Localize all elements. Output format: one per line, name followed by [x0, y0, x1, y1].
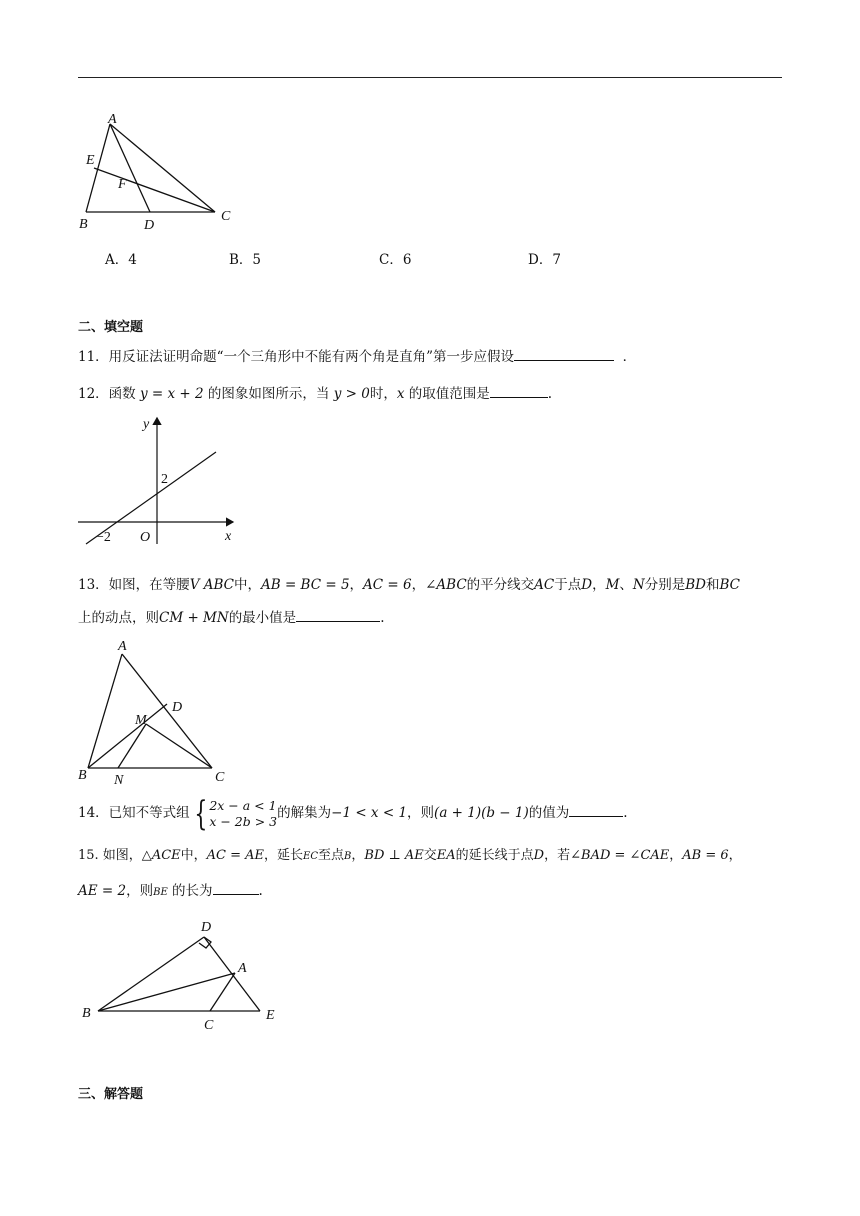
label-y: y: [143, 417, 150, 432]
q15-t23: ，则: [126, 883, 154, 899]
q14-ineq2: x − 2b > 3: [209, 813, 278, 829]
q15-t24: BE: [153, 887, 168, 898]
question-14: [78, 793, 628, 834]
q12-num: 12．函数: [78, 386, 136, 402]
q15-t14: D: [533, 848, 545, 863]
label-a: A: [118, 639, 127, 654]
q13-t24: .: [380, 610, 385, 626]
q15-t21: ，: [728, 848, 742, 863]
q12-end2: .: [547, 386, 553, 402]
figure-q12-graph: [78, 412, 248, 547]
q15-t9: ，: [351, 848, 365, 863]
question-15-line1: [78, 846, 742, 867]
q14-expr: (a + 1)(b − 1): [434, 805, 529, 821]
option-b: B．5: [229, 252, 262, 268]
figure-q13: [78, 636, 238, 786]
label-c: C: [215, 770, 225, 785]
q11-text: 11．用反证法证明命题“一个三角形中不能有两个角是直角”第一步应假设: [78, 349, 514, 365]
q11-end: ．: [622, 349, 637, 365]
q15-t20: AB = 6: [682, 848, 729, 863]
q15-t10: BD ⊥ AE: [364, 848, 424, 863]
q12-var: x: [396, 386, 405, 402]
q13-t16: N: [632, 577, 645, 593]
q13-t7: ，∠: [411, 577, 437, 593]
q13-t13: ，: [592, 577, 606, 593]
segment-cm: [146, 724, 212, 768]
segment-bd: [88, 704, 167, 768]
q13-t22: CM + MN: [159, 610, 229, 626]
q15-t26: .: [258, 883, 263, 899]
q14-sol: −1 < x < 1: [331, 805, 408, 821]
label-d: D: [144, 218, 155, 233]
question-13-line2: [78, 607, 384, 628]
label-e: E: [266, 1008, 275, 1023]
q13-t18: BD: [685, 577, 706, 593]
q15-t22: AE = 2: [78, 883, 127, 899]
label-2: 2: [161, 472, 168, 487]
q13-t11: 于点: [554, 577, 582, 593]
q13-t9: 的平分线交: [466, 577, 535, 593]
segment-ac: [122, 654, 212, 768]
q14-mid: 的解集为: [277, 805, 332, 821]
q13-t5: ，: [349, 577, 364, 593]
segment-ab: [86, 124, 110, 212]
q15-t2: ACE: [151, 848, 181, 863]
q13-t23: 的最小值是: [228, 610, 297, 626]
label-neg2: −2: [96, 530, 111, 545]
q15-answer-blank[interactable]: [213, 880, 259, 895]
label-b: B: [82, 1006, 91, 1021]
label-c: C: [221, 209, 231, 224]
q12-expr: y = x + 2: [139, 386, 204, 402]
q15-t3: 中，: [180, 848, 207, 863]
q15-t12: EA: [436, 848, 456, 863]
q13-answer-blank[interactable]: [296, 607, 380, 622]
question-11: [78, 346, 636, 367]
q15-t15: ，若∠: [544, 848, 582, 863]
q15-t19: ，: [669, 848, 683, 863]
q13-t20: BC: [719, 577, 740, 593]
option-d: D．7: [528, 252, 561, 268]
q15-t4: AC = AE: [206, 848, 265, 863]
header-rule: [78, 77, 782, 78]
q12-mid: 的图象如图所示，当: [207, 386, 330, 402]
q12-cond: y > 0: [333, 386, 370, 402]
q15-t18: CAE: [640, 848, 670, 863]
q15-t11: 交: [423, 848, 437, 863]
q14-answer-blank[interactable]: [569, 802, 623, 817]
q13-t21: 上的动点，则: [78, 610, 159, 626]
q15-t25: 的长为: [172, 883, 213, 899]
section-solve: 三、解答题: [78, 1087, 144, 1102]
q15-t5: ，延长: [264, 848, 304, 863]
label-o: O: [140, 530, 151, 545]
q14-ineq1: 2x − a < 1: [209, 797, 277, 813]
label-a: A: [108, 112, 117, 127]
q15-t16: BAD: [581, 848, 611, 863]
q13-t6: AC = 6: [363, 577, 412, 593]
q13-t15: 、: [619, 577, 633, 593]
q11-answer-blank[interactable]: [514, 346, 614, 361]
q13-t12: D: [581, 577, 593, 593]
question-15-line2: [78, 880, 263, 903]
label-d: D: [172, 700, 183, 715]
q13-t10: AC: [534, 577, 555, 593]
figure-q10: [78, 108, 248, 233]
q12-answer-blank[interactable]: [490, 383, 548, 398]
q15-t17: = ∠: [610, 848, 641, 863]
q13-t14: M: [605, 577, 620, 593]
q13-t3: 中，: [233, 577, 261, 593]
q14-system: [209, 798, 277, 830]
figure-q15: [78, 915, 288, 1035]
q13-t1: 13．如图，在等腰: [78, 577, 190, 593]
segment-ec: [94, 168, 215, 212]
label-b: B: [78, 768, 87, 783]
segment-ac: [110, 124, 215, 212]
q12-mid2: 时，: [369, 386, 397, 402]
segment-ad: [110, 124, 150, 212]
section-fill-in: 二、填空题: [78, 320, 144, 335]
brace-icon: {: [194, 793, 207, 834]
label-b: B: [79, 217, 88, 232]
q13-t2: V ABC: [189, 577, 234, 593]
q15-t6: EC: [303, 851, 318, 862]
option-c: C．6: [379, 252, 412, 268]
segment-mn: [118, 724, 146, 768]
q14-end2: .: [623, 805, 628, 821]
q14-mid2: ，则: [407, 805, 435, 821]
question-13-line1: [78, 575, 740, 595]
q15-t1: 15. 如图，△: [78, 848, 152, 863]
q13-t4: AB = BC = 5: [260, 577, 350, 593]
q12-end: 的取值范围是: [408, 386, 490, 402]
label-d: D: [201, 920, 212, 935]
q15-t13: 的延长线于点: [455, 848, 534, 863]
label-a: A: [238, 961, 247, 976]
q13-t8: ABC: [436, 577, 467, 593]
label-f: F: [118, 177, 127, 192]
option-a: A．4: [105, 252, 137, 268]
label-n: N: [114, 773, 124, 788]
segment-bd: [98, 937, 204, 1011]
label-e: E: [86, 153, 95, 168]
label-x: x: [225, 529, 232, 544]
q15-t7: 至点: [318, 848, 345, 863]
label-m: M: [135, 713, 147, 728]
q14-end: 的值为: [528, 805, 570, 821]
q14-num: 14．已知不等式组: [78, 805, 190, 821]
q13-t17: 分别是: [644, 577, 686, 593]
segment-ab: [88, 654, 122, 768]
question-12: [78, 383, 552, 404]
q13-t19: 和: [705, 577, 720, 593]
label-c: C: [204, 1018, 214, 1033]
q15-t8: B: [344, 851, 352, 862]
